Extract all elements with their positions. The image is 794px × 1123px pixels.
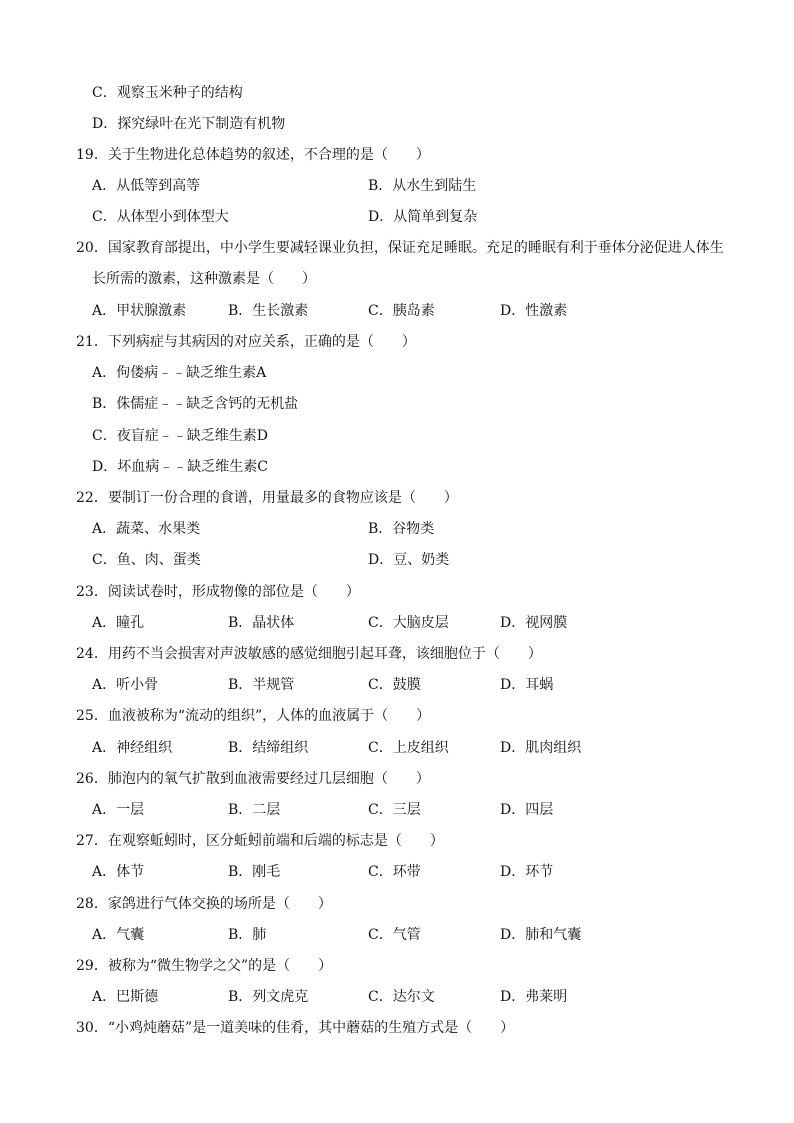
option-q23-d: D．视网膜	[500, 615, 568, 631]
option-q21-c: C．夜盲症﹣﹣缺乏维生素D	[92, 428, 268, 444]
option-q19-b: B．从水生到陆生	[368, 178, 477, 194]
option-q20-c: C．胰岛素	[368, 303, 435, 319]
question-24-stem: 24．用药不当会损害对声波敏感的感觉细胞引起耳聋，该细胞位于（ ）	[76, 646, 542, 662]
question-22-stem: 22．要制订一份合理的食谱，用量最多的食物应该是（ ）	[76, 490, 458, 506]
option-q20-d: D．性激素	[500, 303, 568, 319]
option-q24-d: D．耳蜗	[500, 677, 554, 693]
option-q25-c: C．上皮组织	[368, 740, 449, 756]
option-q19-c: C．从体型小到体型大	[92, 209, 229, 225]
question-23-stem: 23．阅读试卷时，形成物像的部位是（ ）	[76, 584, 360, 600]
option-q21-b: B．侏儒症﹣﹣缺乏含钙的无机盐	[92, 396, 299, 412]
option-q23-b: B．晶状体	[228, 615, 295, 631]
question-25-stem: 25．血液被称为“流动的组织”，人体的血液属于（ ）	[76, 708, 431, 724]
option-q28-a: A．气囊	[92, 927, 145, 943]
option-q27-c: C．环带	[368, 864, 421, 880]
option-q23-a: A．瞳孔	[92, 615, 145, 631]
option-q27-b: B．刚毛	[228, 864, 281, 880]
option-q25-d: D．肌肉组织	[500, 740, 582, 756]
option-q26-b: B．二层	[228, 802, 281, 818]
option-q18-d: D．探究绿叶在光下制造有机物	[92, 116, 286, 132]
option-q28-c: C．气管	[368, 927, 421, 943]
option-q28-b: B．肺	[228, 927, 267, 943]
option-q19-d: D．从简单到复杂	[368, 209, 478, 225]
option-q26-c: C．三层	[368, 802, 421, 818]
question-26-stem: 26．肺泡内的氧气扩散到血液需要经过几层细胞（ ）	[76, 771, 430, 787]
question-30-stem: 30．“小鸡炖蘑菇”是一道美味的佳肴，其中蘑菇的生殖方式是（ ）	[76, 1020, 515, 1036]
option-q22-a: A．蔬菜、水果类	[92, 521, 201, 537]
option-q20-a: A．甲状腺激素	[92, 303, 187, 319]
option-q27-a: A．体节	[92, 864, 145, 880]
option-q26-a: A．一层	[92, 802, 145, 818]
option-q29-a: A．巴斯德	[92, 989, 159, 1005]
option-q20-b: B．生长激素	[228, 303, 309, 319]
option-q19-a: A．从低等到高等	[92, 178, 201, 194]
question-28-stem: 28．家鸽进行气体交换的场所是（ ）	[76, 896, 332, 912]
option-q25-b: B．结缔组织	[228, 740, 309, 756]
option-q22-b: B．谷物类	[368, 521, 435, 537]
question-29-stem: 29．被称为“微生物学之父”的是（ ）	[76, 958, 333, 974]
option-q29-c: C．达尔文	[368, 989, 435, 1005]
option-q23-c: C．大脑皮层	[368, 615, 449, 631]
question-20-stem-continued: 长所需的激素，这种激素是（ ）	[92, 271, 316, 287]
question-20-stem: 20．国家教育部提出，中小学生要减轻课业负担，保证充足睡眠。充足的睡眠有利于垂体分泌促进人体生	[76, 240, 724, 256]
option-q29-b: B．列文虎克	[228, 989, 309, 1005]
question-21-stem: 21．下列病症与其病因的对应关系，正确的是（ ）	[76, 334, 416, 350]
question-27-stem: 27．在观察蚯蚓时，区分蚯蚓前端和后端的标志是（ ）	[76, 833, 444, 849]
option-q24-c: C．鼓膜	[368, 677, 421, 693]
option-q26-d: D．四层	[500, 802, 554, 818]
option-q22-d: D．豆、奶类	[368, 552, 450, 568]
option-q18-c: C．观察玉米种子的结构	[92, 85, 243, 101]
option-q25-a: A．神经组织	[92, 740, 173, 756]
option-q24-a: A．听小骨	[92, 677, 159, 693]
option-q24-b: B．半规管	[228, 677, 295, 693]
option-q27-d: D．环节	[500, 864, 554, 880]
question-19-stem: 19．关于生物进化总体趋势的叙述，不合理的是（ ）	[76, 147, 430, 163]
option-q22-c: C．鱼、肉、蛋类	[92, 552, 201, 568]
option-q28-d: D．肺和气囊	[500, 927, 582, 943]
option-q21-d: D．坏血病﹣﹣缺乏维生素C	[92, 459, 268, 475]
option-q29-d: D．弗莱明	[500, 989, 568, 1005]
option-q21-a: A．佝偻病﹣﹣缺乏维生素A	[92, 365, 267, 381]
